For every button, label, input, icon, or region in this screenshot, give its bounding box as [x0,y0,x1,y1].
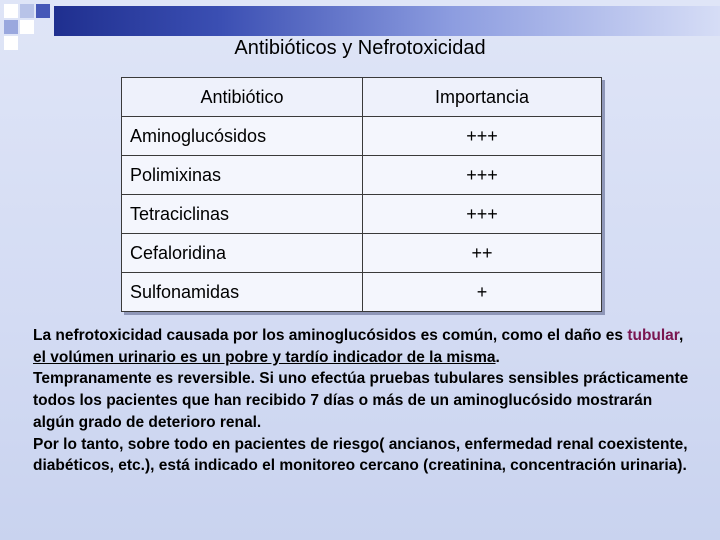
antibiotics-table [121,77,602,312]
paragraph-sentence-3: Por lo tanto, sobre todo en pacientes de riesgo( ancianos, enfermedad renal coexistente, diabéticos, etc.), está indicado el monitoreo cercano (creatinina, concentración urinaria). [33,435,688,475]
importance-value: +++ [363,117,602,156]
highlighted-word: tubular [627,327,679,344]
table-row [122,117,602,156]
antibiotic-name: Sulfonamidas [122,273,363,312]
paragraph-sentence-1: La nefrotoxicidad causada por los aminoglucósidos es común, como el daño es [33,327,628,344]
sentence-end: . [495,348,500,366]
square-decoration [20,20,34,34]
table-row [122,234,602,273]
importance-value: +++ [363,156,602,195]
importance-value: +++ [363,195,602,234]
slide-title: Antibióticos y Nefrotoxicidad [234,37,486,59]
antibiotic-name: Cefaloridina [122,234,363,273]
square-decoration [36,4,50,18]
importance-value: + [363,273,602,312]
antibiotic-name: Tetraciclinas [122,195,363,234]
square-decoration [4,20,18,34]
paragraph-sentence-2: Tempranamente es reversible. Si uno efectúa pruebas tubulares sensibles prácticamente todos los pacientes que han recibido 7 días o más de un aminoglucósido mostrarán algún grado de deterioro renal. [33,370,689,431]
table-row [122,195,602,234]
underlined-phrase: el volúmen urinario es un pobre y tardío indicador de la misma [33,348,496,366]
table-header-row [122,78,602,117]
antibiotic-name: Polimixinas [122,156,363,195]
column-header-importance: Importancia [363,78,602,117]
square-decoration [20,4,34,18]
body-text [33,325,693,477]
square-decoration [4,4,18,18]
column-header-antibiotic: Antibiótico [122,78,363,117]
table-row [122,273,602,312]
importance-value: ++ [363,234,602,273]
table-row [122,156,602,195]
header-gradient-bar [54,6,720,36]
antibiotic-name: Aminoglucósidos [122,117,363,156]
comma-separator: , [678,327,684,344]
